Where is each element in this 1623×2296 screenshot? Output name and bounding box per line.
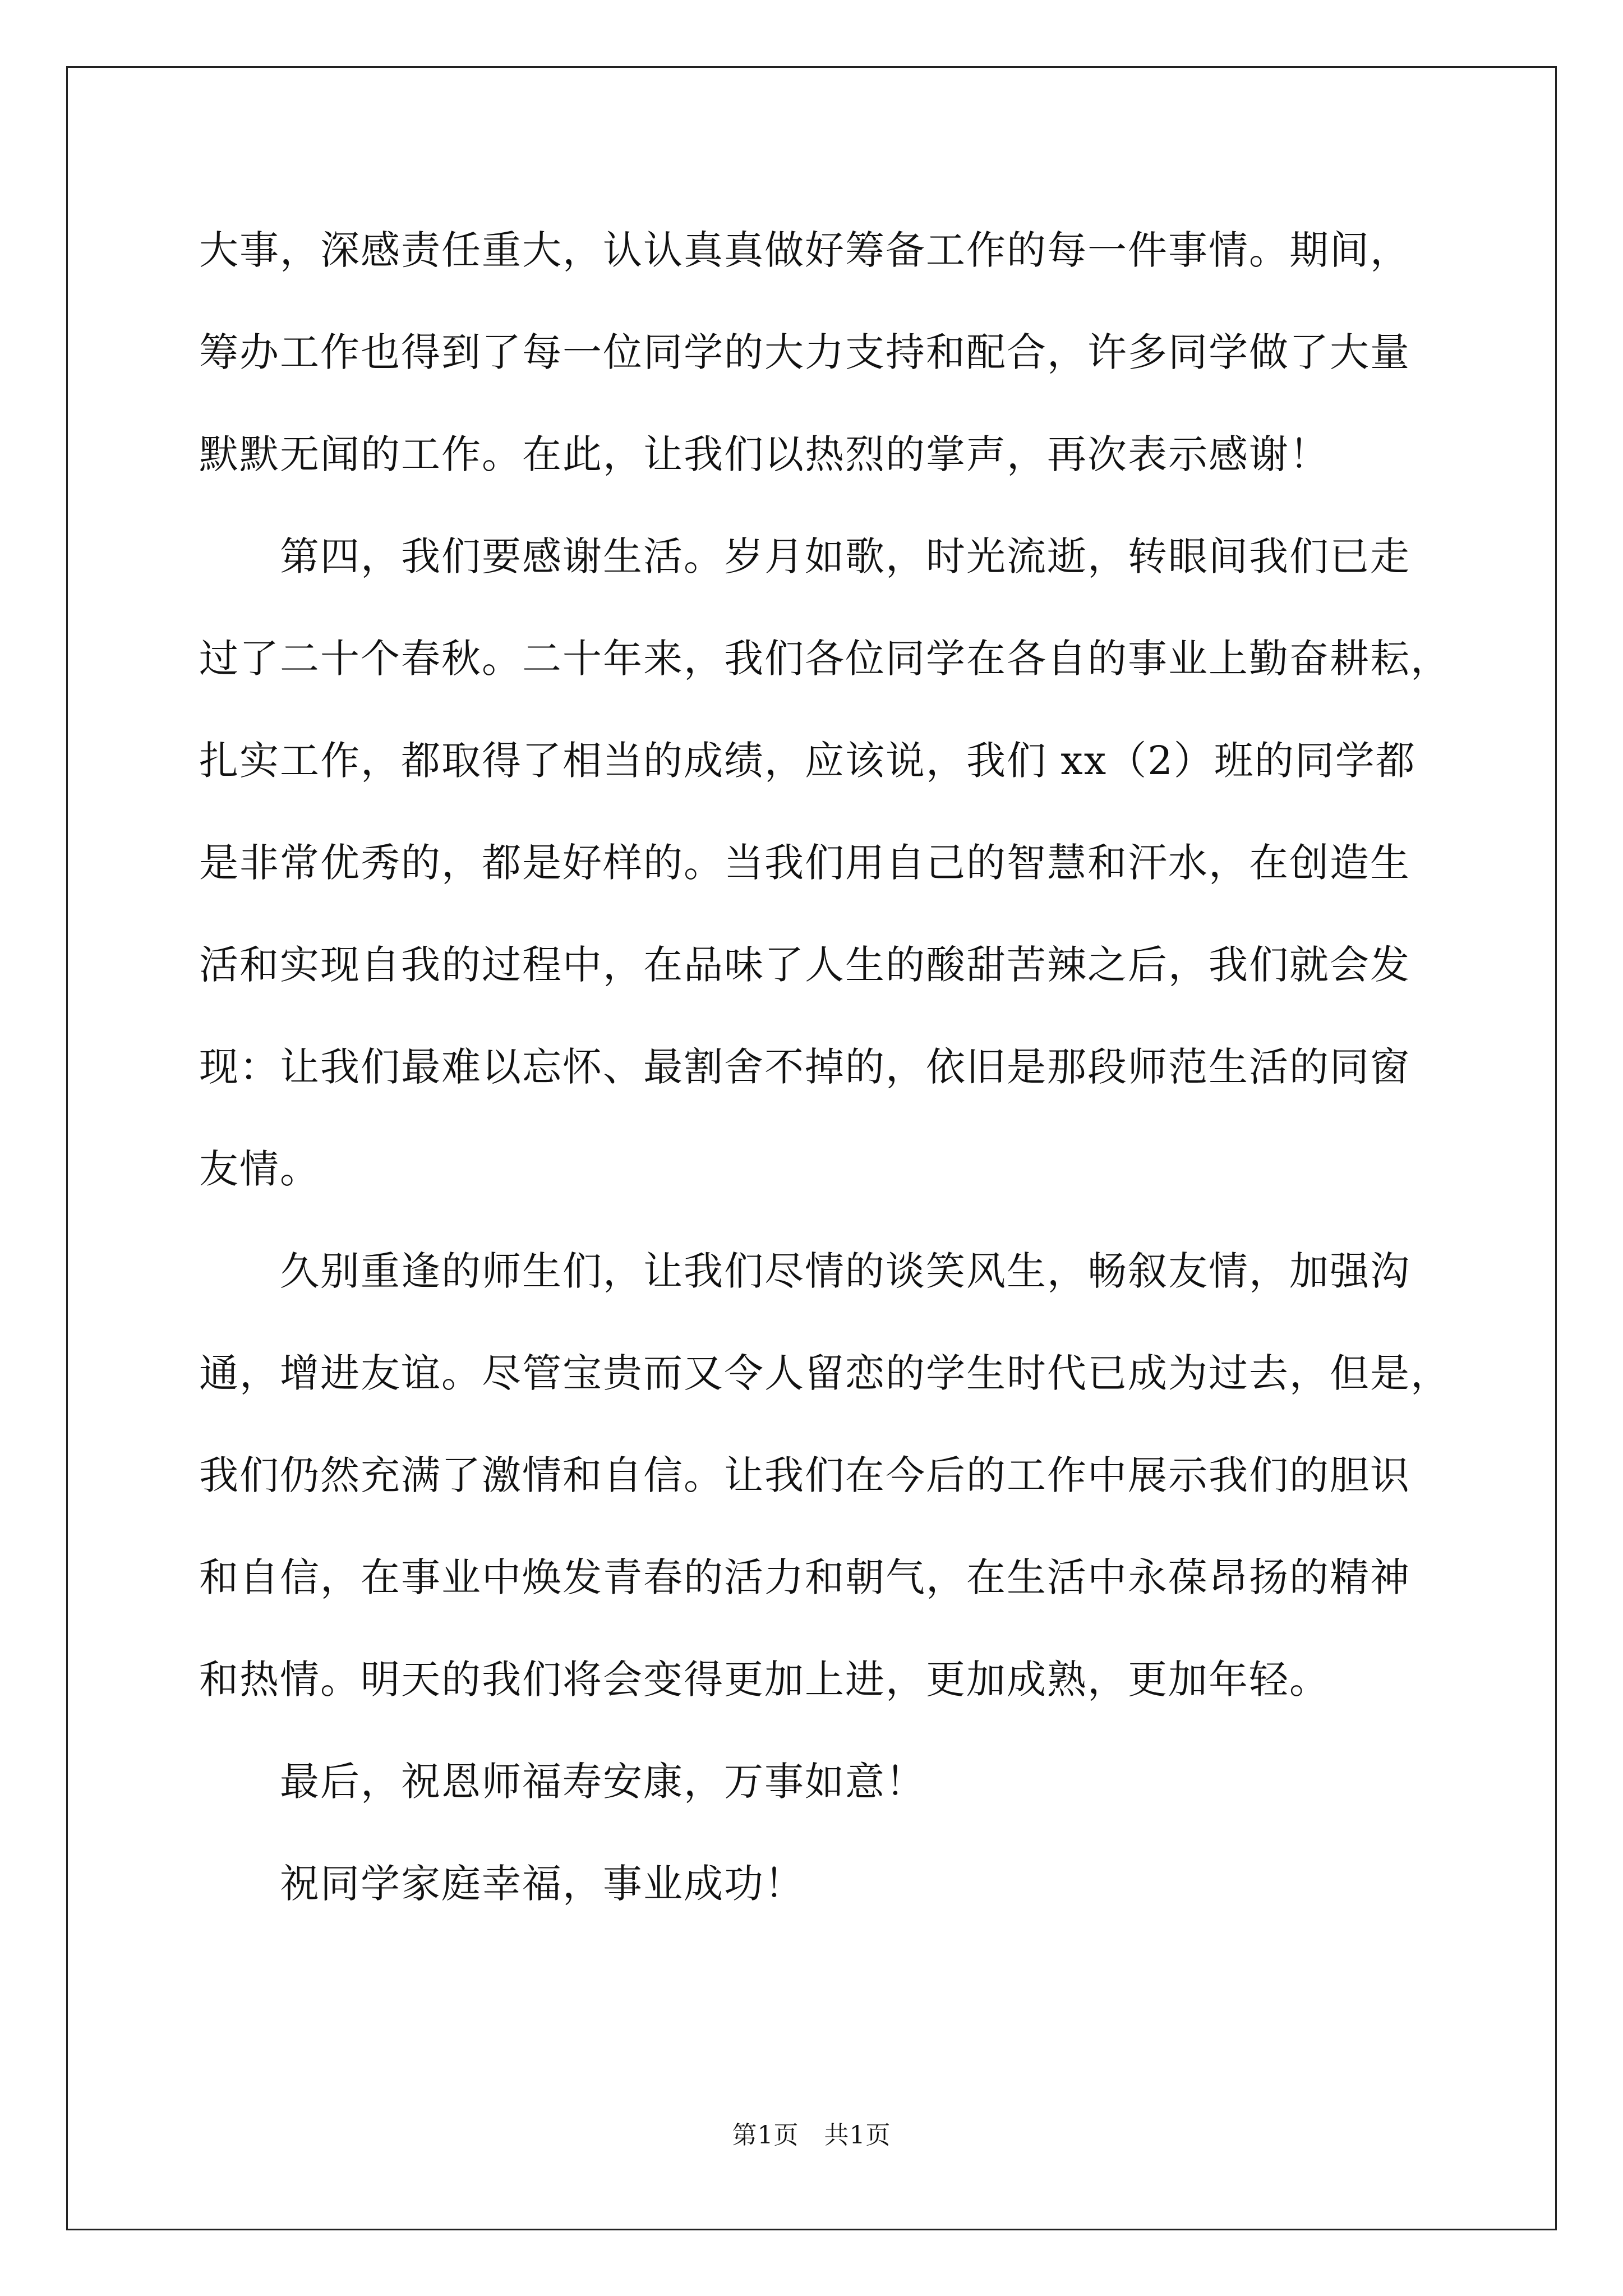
text-line: 大事，深感责任重大，认认真真做好筹备工作的每一件事情。期间， — [199, 227, 1410, 273]
text-line: 和自信，在事业中焕发青春的活力和朝气，在生活中永葆昂扬的精神 — [199, 1554, 1410, 1600]
text-line: 是非常优秀的，都是好样的。当我们用自己的智慧和汗水，在创造生 — [199, 840, 1410, 886]
text-line: 筹办工作也得到了每一位同学的大力支持和配合，许多同学做了大量 — [199, 329, 1410, 375]
text-line: 久别重逢的师生们，让我们尽情的谈笑风生，畅叙友情，加强沟 — [199, 1248, 1410, 1294]
text-line: 默默无闻的工作。在此，让我们以热烈的掌声，再次表示感谢！ — [199, 431, 1330, 477]
text-line: 现：让我们最难以忘怀、最割舍不掉的，依旧是那段师范生活的同窗 — [199, 1044, 1410, 1090]
text-line: 通，增进友谊。尽管宝贵而又令人留恋的学生时代已成为过去，但是， — [199, 1350, 1451, 1396]
text-line: 扎实工作，都取得了相当的成绩，应该说，我们 xx（2）班的同学都 — [199, 738, 1416, 784]
text-line: 最后，祝恩师福寿安康，万事如意！ — [199, 1759, 926, 1805]
text-line: 和热情。明天的我们将会变得更加上进，更加成熟，更加年轻。 — [199, 1657, 1330, 1703]
text-line: 活和实现自我的过程中，在品味了人生的酸甜苦辣之后，我们就会发 — [199, 942, 1410, 988]
text-line: 第四，我们要感谢生活。岁月如歌，时光流逝，转眼间我们已走 — [199, 533, 1410, 579]
document-body — [199, 199, 1464, 1935]
text-line: 友情。 — [199, 1146, 320, 1192]
text-line: 祝同学家庭幸福，事业成功！ — [199, 1861, 805, 1907]
text-line: 过了二十个春秋。二十年来，我们各位同学在各自的事业上勤奋耕耘， — [199, 636, 1451, 682]
page-number-footer: 第1页 共1页 — [732, 2121, 891, 2150]
text-line: 我们仍然充满了激情和自信。让我们在今后的工作中展示我们的胆识 — [199, 1452, 1410, 1498]
